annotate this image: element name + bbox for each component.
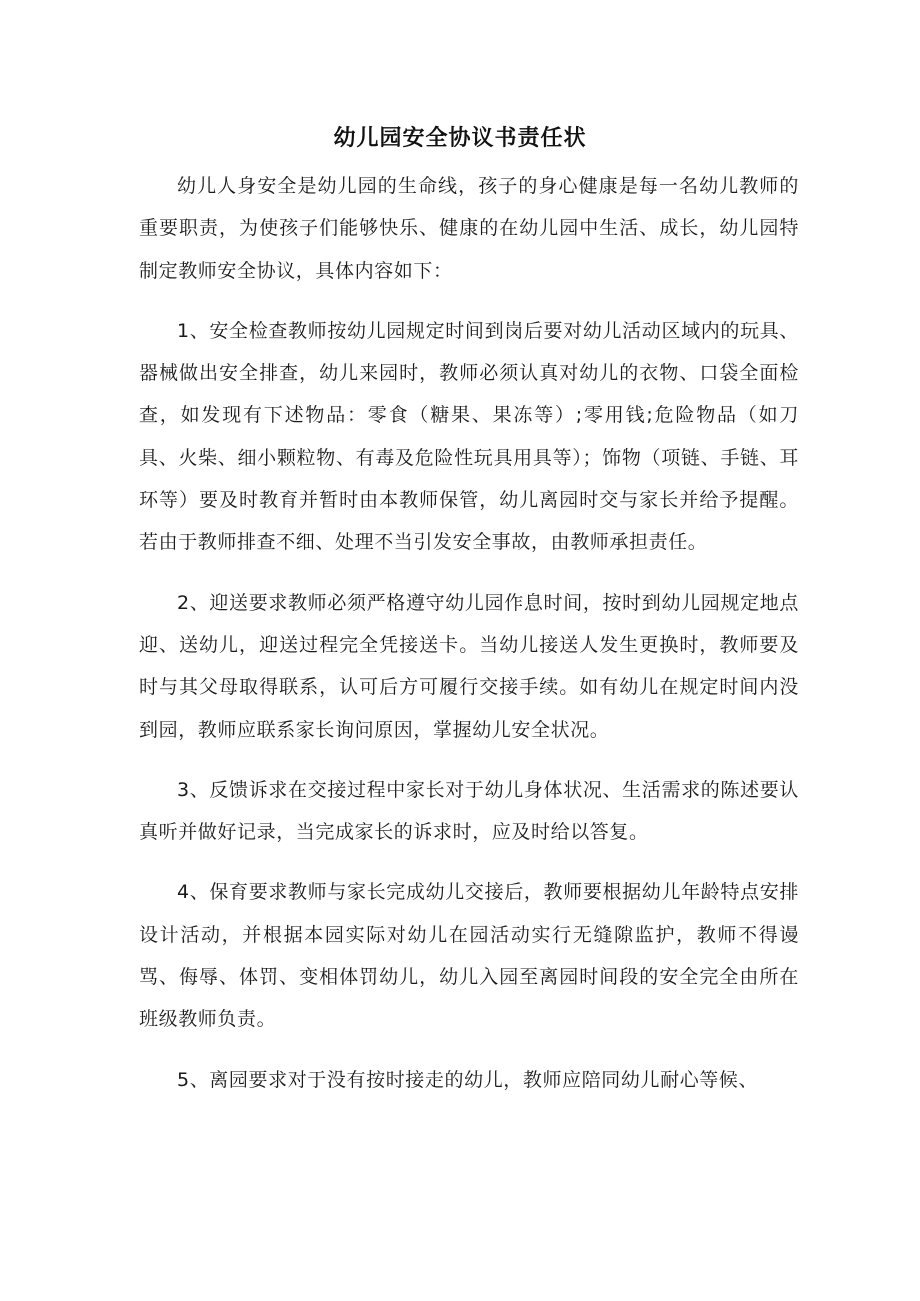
intro-paragraph: 幼儿人身安全是幼儿园的生命线，孩子的身心健康是每一名幼儿教师的重要职责，为使孩子们能够快乐、健康的在幼儿园中生活、成长，幼儿园特制定教师安全协议，具体内容如下： [139,175,799,282]
clause-3-feedback: 3、反馈诉求在交接过程中家长对于幼儿身体状况、生活需求的陈述要认真听并做好记录，当完成家长的诉求时，应及时给以答复。 [139,778,799,844]
document-title: 幼儿园安全协议书责任状 [333,126,587,151]
document-body [139,165,799,1119]
clause-5-departure: 5、离园要求对于没有按时接走的幼儿，教师应陪同幼儿耐心等候、 [177,1068,759,1091]
clause-2-pickup-dropoff: 2、迎送要求教师必须严格遵守幼儿园作息时间，按时到幼儿园规定地点迎、送幼儿，迎送过程完全凭接送卡。当幼儿接送人发生更换时，教师要及时与其父母取得联系，认可后方可履行交接手续。如有幼儿在规定时间内没到园，教师应联系家长询问原因，掌握幼儿安全状况。 [139,591,799,741]
clause-4-care: 4、保育要求教师与家长完成幼儿交接后，教师要根据幼儿年龄特点安排设计活动，并根据本园实际对幼儿在园活动实行无缝隙监护，教师不得谩骂、侮辱、体罚、变相体罚幼儿，幼儿入园至离园时间段的安全完全由所在班级教师负责。 [139,881,799,1031]
clause-1-safety-check: 1、安全检查教师按幼儿园规定时间到岗后要对幼儿活动区域内的玩具、器械做出安全排查，幼儿来园时，教师必须认真对幼儿的衣物、口袋全面检查，如发现有下述物品：零食（糖果、果冻等）;零用钱;危险物品（如刀具、火柴、细小颗粒物、有毒及危险性玩具用具等）；饰物（项链、手链、耳环等）要及时教育并暂时由本教师保管，幼儿离园时交与家长并给予提醒。若由于教师排查不细、处理不当引发安全事故，由教师承担责任。 [139,319,799,554]
